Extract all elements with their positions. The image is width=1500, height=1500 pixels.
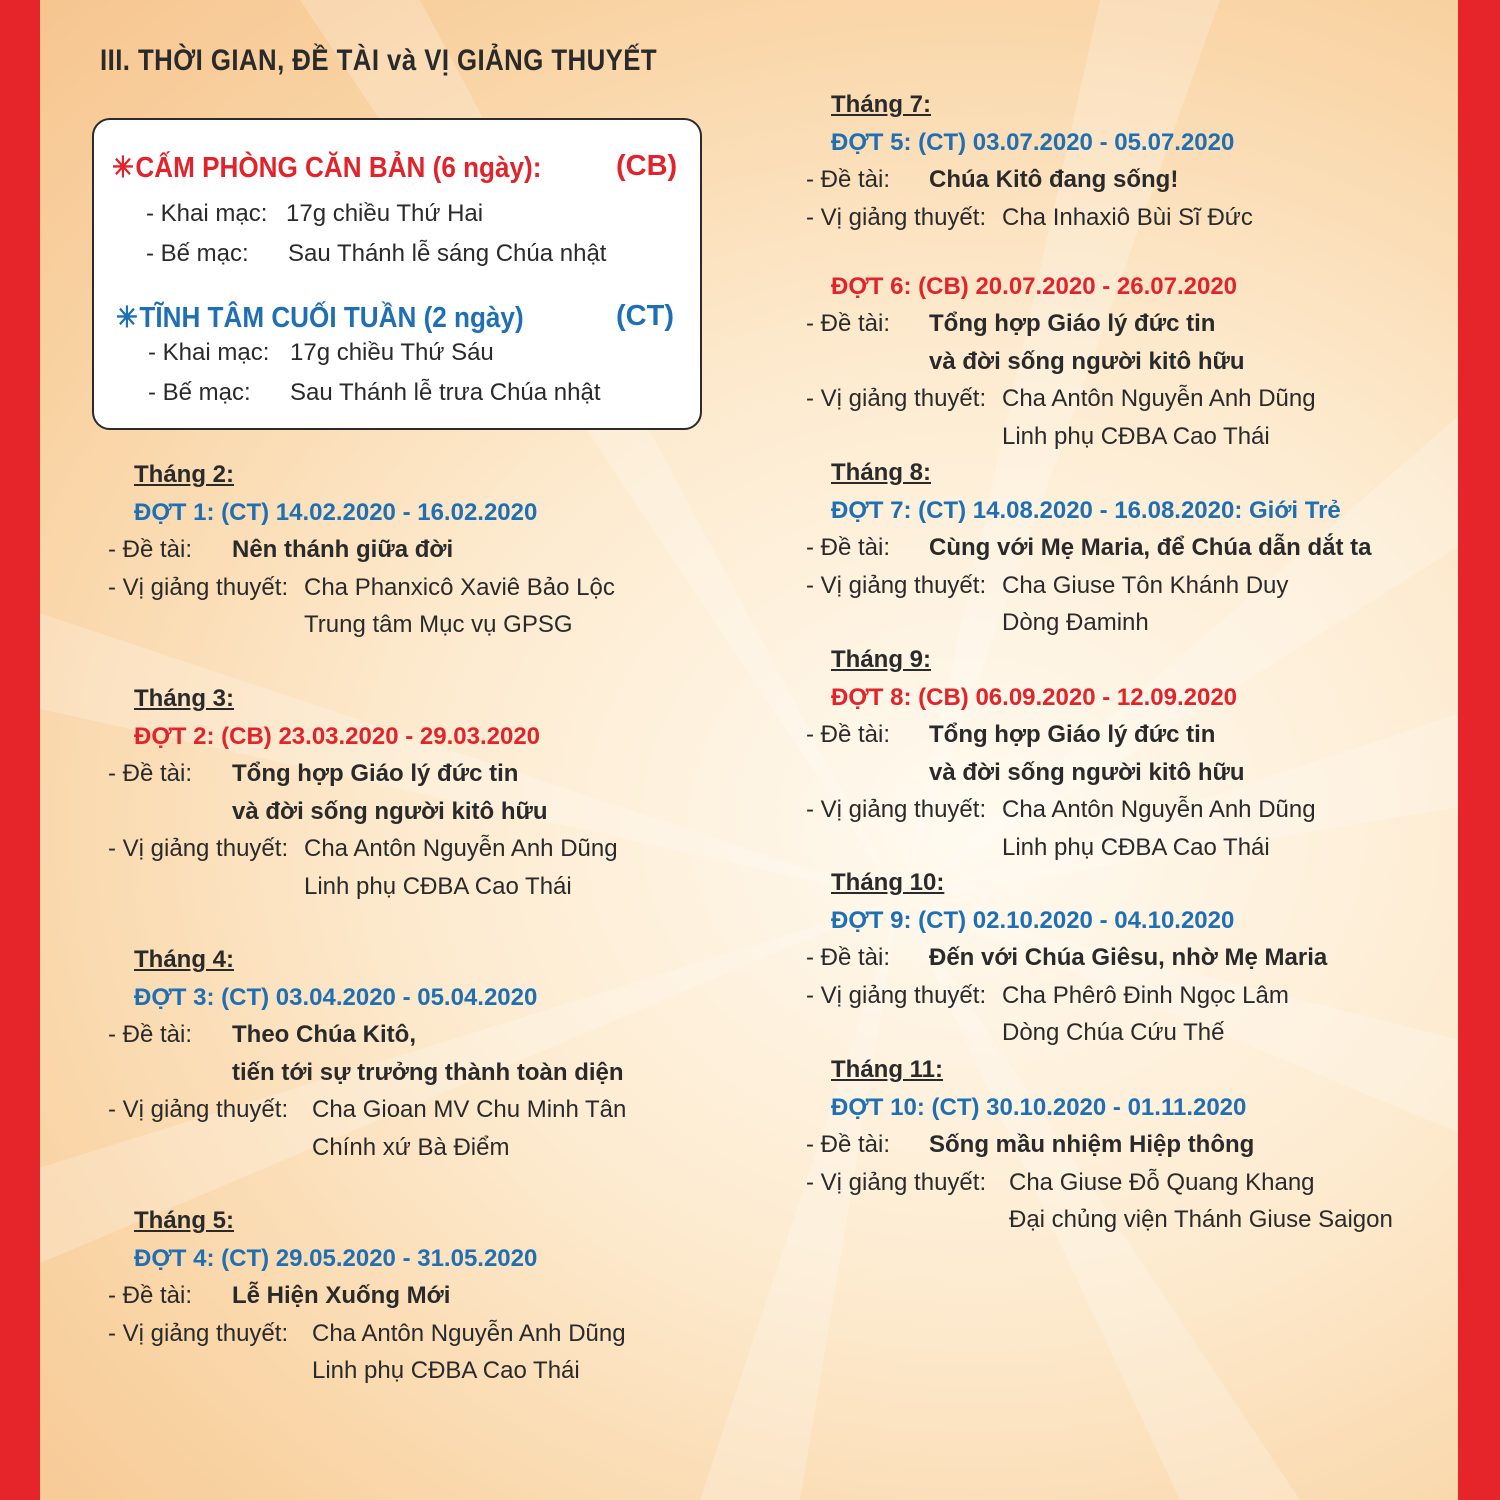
speaker-label: - Vị giảng thuyết: <box>806 1168 987 1196</box>
speaker-text: Cha Giuse Tôn Khánh Duy <box>1002 571 1289 599</box>
topic-text: Tổng hợp Giáo lý đức tin <box>929 310 1216 337</box>
month-heading: Tháng 10: <box>831 869 945 896</box>
session-dates: ĐỢT 4: (CT) 29.05.2020 - 31.05.2020 <box>134 1244 538 1272</box>
session-dates: ĐỢT 6: (CB) 20.07.2020 - 26.07.2020 <box>831 272 1238 300</box>
asterisk-icon: ✳ <box>116 302 138 334</box>
speaker-label: - Vị giảng thuyết: <box>806 571 987 599</box>
speaker-text: Chính xứ Bà Điểm <box>312 1133 510 1161</box>
ct-open-row: - Khai mạc: 17g chiều Thứ Sáu <box>148 339 494 366</box>
speaker-label: - Vị giảng thuyết: <box>806 796 987 823</box>
session-dates: ĐỢT 7: (CT) 14.08.2020 - 16.08.2020: Giới Trẻ <box>831 496 1341 524</box>
topic-text: Lễ Hiện Xuống Mới <box>232 1282 451 1309</box>
right-red-band <box>1458 0 1500 1500</box>
topic-label: - Đề tài: <box>806 721 891 748</box>
ct-code: (CT) <box>616 300 674 332</box>
speaker-label: - Vị giảng thuyết: <box>108 1319 289 1347</box>
topic-text: Theo Chúa Kitô, <box>232 1021 416 1048</box>
cb-open-row: - Khai mạc: 17g chiều Thứ Hai <box>146 200 484 227</box>
topic-text: Tổng hợp Giáo lý đức tin <box>232 760 519 787</box>
speaker-text: Cha Antôn Nguyễn Anh Dũng <box>1002 796 1316 823</box>
topic-label: - Đề tài: <box>108 1282 193 1309</box>
session-dates: ĐỢT 3: (CT) 03.04.2020 - 05.04.2020 <box>134 983 538 1011</box>
speaker-text: Trung tâm Mục vụ GPSG <box>304 611 573 638</box>
topic-label: - Đề tài: <box>108 760 193 787</box>
session-dates: ĐỢT 9: (CT) 02.10.2020 - 04.10.2020 <box>831 906 1235 934</box>
topic-text: Chúa Kitô đang sống! <box>929 166 1179 193</box>
month-heading: Tháng 2: <box>134 461 234 488</box>
asterisk-icon: ✳ <box>112 152 134 184</box>
month-heading: Tháng 11: <box>831 1056 944 1083</box>
speaker-label: - Vị giảng thuyết: <box>806 203 987 231</box>
cb-code: (CB) <box>616 150 678 182</box>
speaker-text: Cha Phêrô Đinh Ngọc Lâm <box>1002 981 1289 1009</box>
speaker-text: Dòng Đaminh <box>1002 609 1149 636</box>
schedule-info-box <box>92 118 702 430</box>
speaker-label: - Vị giảng thuyết: <box>806 385 987 412</box>
month-heading: Tháng 5: <box>134 1207 234 1234</box>
topic-text: Nên thánh giữa đời <box>232 536 454 563</box>
topic-label: - Đề tài: <box>108 536 193 563</box>
topic-label: - Đề tài: <box>806 1131 891 1158</box>
month-heading: Tháng 8: <box>831 459 931 486</box>
session-dates: ĐỢT 8: (CB) 06.09.2020 - 12.09.2020 <box>831 683 1238 711</box>
speaker-text: Linh phụ CĐBA Cao Thái <box>312 1357 580 1384</box>
speaker-text: Cha Gioan MV Chu Minh Tân <box>312 1096 627 1123</box>
topic-text: và đời sống người kitô hữu <box>929 758 1245 786</box>
ct-close-row: - Bế mạc: Sau Thánh lễ trưa Chúa nhật <box>148 379 601 406</box>
topic-text: Sống mầu nhiệm Hiệp thông <box>929 1131 1255 1158</box>
session-dates: ĐỢT 10: (CT) 30.10.2020 - 01.11.2020 <box>831 1093 1247 1121</box>
topic-text: Cùng với Mẹ Maria, để Chúa dẫn dắt ta <box>929 534 1372 561</box>
topic-label: - Đề tài: <box>806 944 891 971</box>
session-dates: ĐỢT 5: (CT) 03.07.2020 - 05.07.2020 <box>831 128 1235 156</box>
topic-label: - Đề tài: <box>806 166 891 193</box>
topic-label: - Đề tài: <box>108 1021 193 1048</box>
speaker-text: Đại chủng viện Thánh Giuse Saigon <box>1009 1206 1393 1233</box>
speaker-label: - Vị giảng thuyết: <box>806 981 987 1009</box>
month-heading: Tháng 9: <box>831 646 931 673</box>
topic-text: và đời sống người kitô hữu <box>929 347 1245 375</box>
speaker-text: Cha Inhaxiô Bùi Sĩ Đức <box>1002 203 1253 231</box>
month-heading: Tháng 3: <box>134 685 234 712</box>
topic-label: - Đề tài: <box>806 310 891 337</box>
speaker-text: Dòng Chúa Cứu Thế <box>1002 1019 1225 1046</box>
ct-heading: ✳TĨNH TÂM CUỐI TUẦN (2 ngày) <box>116 302 524 334</box>
left-red-band <box>0 0 40 1500</box>
topic-text: Đến với Chúa Giêsu, nhờ Mẹ Maria <box>929 944 1328 971</box>
topic-label: - Đề tài: <box>806 534 891 561</box>
speaker-label: - Vị giảng thuyết: <box>108 1096 289 1123</box>
topic-text: và đời sống người kitô hữu <box>232 797 548 825</box>
session-dates: ĐỢT 2: (CB) 23.03.2020 - 29.03.2020 <box>134 722 541 750</box>
speaker-text: Cha Phanxicô Xaviê Bảo Lộc <box>304 573 615 601</box>
speaker-text: Linh phụ CĐBA Cao Thái <box>1002 833 1270 861</box>
month-heading: Tháng 7: <box>831 91 931 118</box>
cb-heading: ✳CẤM PHÒNG CĂN BẢN (6 ngày): <box>112 152 542 184</box>
month-heading: Tháng 4: <box>134 946 234 973</box>
topic-text: Tổng hợp Giáo lý đức tin <box>929 721 1216 748</box>
session-dates: ĐỢT 1: (CT) 14.02.2020 - 16.02.2020 <box>134 498 538 526</box>
topic-text: tiến tới sự trưởng thành toàn diện <box>232 1058 624 1086</box>
speaker-text: Cha Antôn Nguyễn Anh Dũng <box>1002 385 1316 412</box>
speaker-label: - Vị giảng thuyết: <box>108 573 289 601</box>
speaker-text: Linh phụ CĐBA Cao Thái <box>1002 422 1270 450</box>
section-title: III. THỜI GIAN, ĐỀ TÀI và VỊ GIẢNG THUYẾT <box>100 44 658 77</box>
speaker-text: Cha Antôn Nguyễn Anh Dũng <box>304 835 618 862</box>
speaker-text: Cha Giuse Đỗ Quang Khang <box>1009 1168 1315 1196</box>
speaker-text: Linh phụ CĐBA Cao Thái <box>304 872 572 900</box>
speaker-text: Cha Antôn Nguyễn Anh Dũng <box>312 1319 626 1347</box>
cb-close-row: - Bế mạc: Sau Thánh lễ sáng Chúa nhật <box>146 240 607 267</box>
speaker-label: - Vị giảng thuyết: <box>108 835 289 862</box>
